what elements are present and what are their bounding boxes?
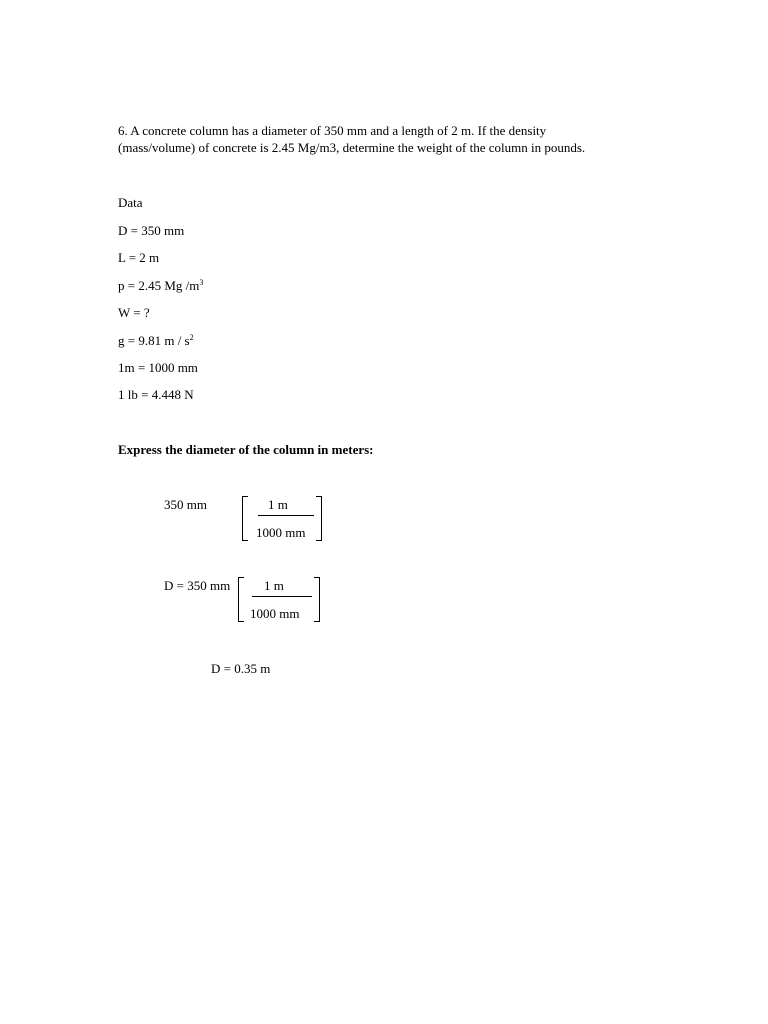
problem-statement <box>118 122 658 156</box>
left-bracket <box>238 577 244 622</box>
problem-line-2: (mass/volume) of concrete is 2.45 Mg/m3, determine the weight of the column in pounds. <box>118 140 586 155</box>
fraction-line <box>252 596 312 597</box>
result-diameter: D = 0.35 m <box>211 661 271 676</box>
data-item-weight: W = ? <box>118 305 150 320</box>
fraction-denominator: 1000 mm <box>256 525 306 540</box>
fraction-numerator: 1 m <box>264 578 284 593</box>
step-heading: Express the diameter of the column in meters: <box>118 442 374 457</box>
data-item-meter-conversion: 1m = 1000 mm <box>118 360 198 375</box>
fraction-denominator: 1000 mm <box>250 606 300 621</box>
conversion-value: 350 mm <box>164 497 207 512</box>
right-bracket <box>316 496 322 541</box>
data-heading: Data <box>118 195 143 210</box>
conversion-equation: D = 350 mm <box>164 578 231 593</box>
fraction-numerator: 1 m <box>268 497 288 512</box>
data-item-gravity: g = 9.81 m / $s^2$ <box>118 333 194 348</box>
data-item-diameter: D = 350 mm <box>118 223 185 238</box>
data-item-density: p = 2.45 Mg $/m^3$ <box>118 278 204 293</box>
problem-line-1: 6. A concrete column has a diameter of 350 mm and a length of 2 m. If the density <box>118 123 547 138</box>
right-bracket <box>314 577 320 622</box>
data-item-length: L = 2 m <box>118 250 160 265</box>
left-bracket <box>242 496 248 541</box>
fraction-line <box>258 515 314 516</box>
data-item-pound-conversion: 1 lb = 4.448 N <box>118 387 194 402</box>
